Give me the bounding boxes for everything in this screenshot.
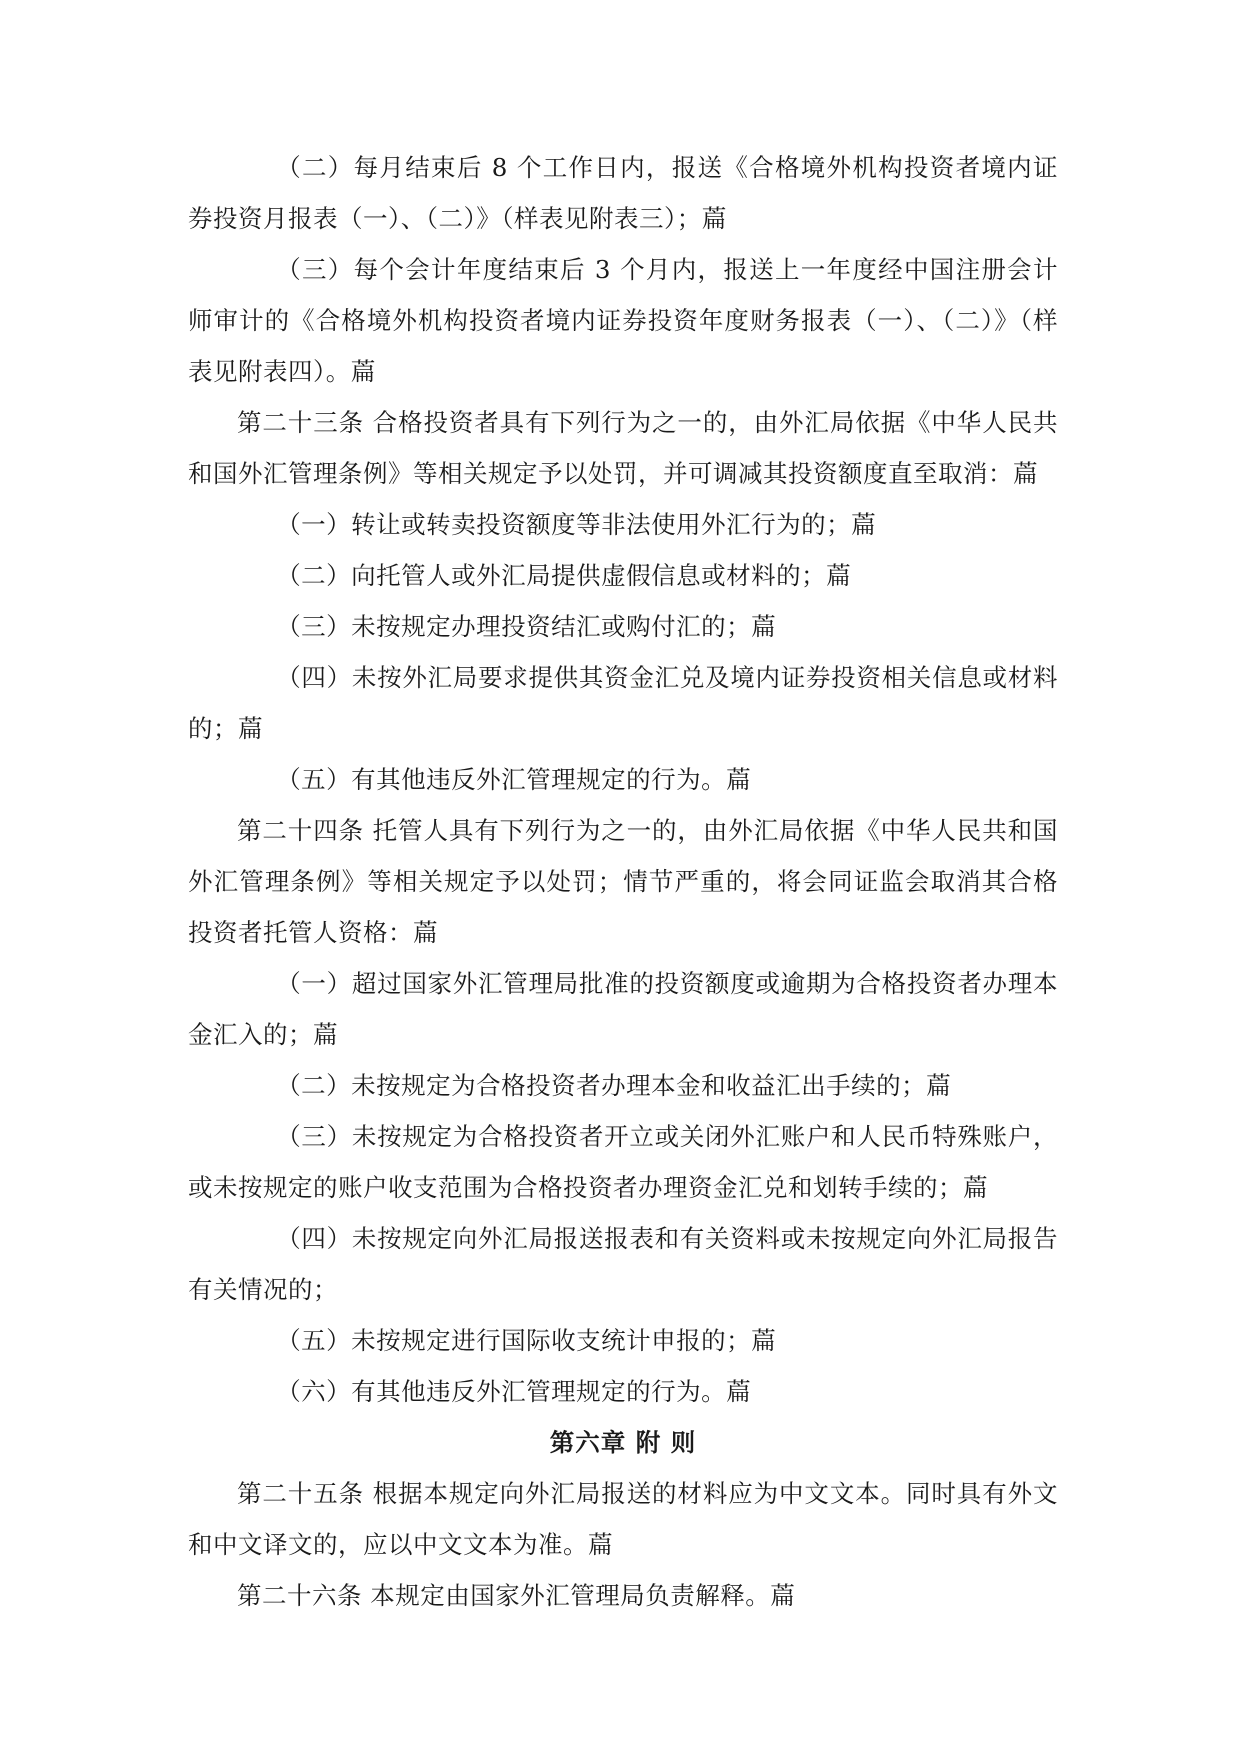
article-23-clause-4: （四）未按外汇局要求提供其资金汇兑及境内证券投资相关信息或材料的；萹 (188, 663, 1058, 743)
article-24-clause-6: （六）有其他违反外汇管理规定的行为。萹 (276, 1377, 752, 1406)
clause-3-annual-report: （三）每个会计年度结束后 3 个月内，报送上一年度经中国注册会计师审计的《合格境外机构投资者境内证券投资年度财务报表（一）、（二）》（样表见附表四）。萹 (188, 255, 1058, 386)
article-26: 第二十六条 本规定由国家外汇管理局负责解释。萹 (237, 1581, 796, 1610)
article-24-clause-3: （三）未按规定为合格投资者开立或关闭外汇账户和人民币特殊账户，或未按规定的账户收支范围为合格投资者办理资金汇兑和划转手续的；萹 (188, 1122, 1058, 1202)
article-24-clause-2: （二）未按规定为合格投资者办理本金和收益汇出手续的；萹 (276, 1071, 952, 1100)
chapter-6-heading: 第六章 附 则 (549, 1428, 697, 1457)
article-23-clause-2: （二）向托管人或外汇局提供虚假信息或材料的；萹 (276, 561, 852, 590)
article-25: 第二十五条 根据本规定向外汇局报送的材料应为中文文本。同时具有外文和中文译文的，应以中文文本为准。萹 (188, 1479, 1058, 1559)
article-23: 第二十三条 合格投资者具有下列行为之一的，由外汇局依据《中华人民共和国外汇管理条例》等相关规定予以处罚，并可调减其投资额度直至取消：萹 (188, 408, 1058, 488)
article-24-clause-4: （四）未按规定向外汇局报送报表和有关资料或未按规定向外汇局报告有关情况的； (188, 1224, 1058, 1304)
article-24-clause-5: （五）未按规定进行国际收支统计申报的；萹 (276, 1326, 777, 1355)
article-23-clause-1: （一）转让或转卖投资额度等非法使用外汇行为的；萹 (276, 510, 877, 539)
clause-2-monthly-report: （二）每月结束后 8 个工作日内，报送《合格境外机构投资者境内证券投资月报表（一）、（二）》（样表见附表三）；萹 (188, 153, 1058, 233)
article-24-clause-1: （一）超过国家外汇管理局批准的投资额度或逾期为合格投资者办理本金汇入的；萹 (188, 969, 1058, 1049)
article-24: 第二十四条 托管人具有下列行为之一的，由外汇局依据《中华人民共和国外汇管理条例》等相关规定予以处罚；情节严重的，将会同证监会取消其合格投资者托管人资格：萹 (188, 816, 1058, 947)
document-body (188, 142, 1058, 1621)
article-23-clause-3: （三）未按规定办理投资结汇或购付汇的；萹 (276, 612, 777, 641)
article-23-clause-5: （五）有其他违反外汇管理规定的行为。萹 (276, 765, 752, 794)
